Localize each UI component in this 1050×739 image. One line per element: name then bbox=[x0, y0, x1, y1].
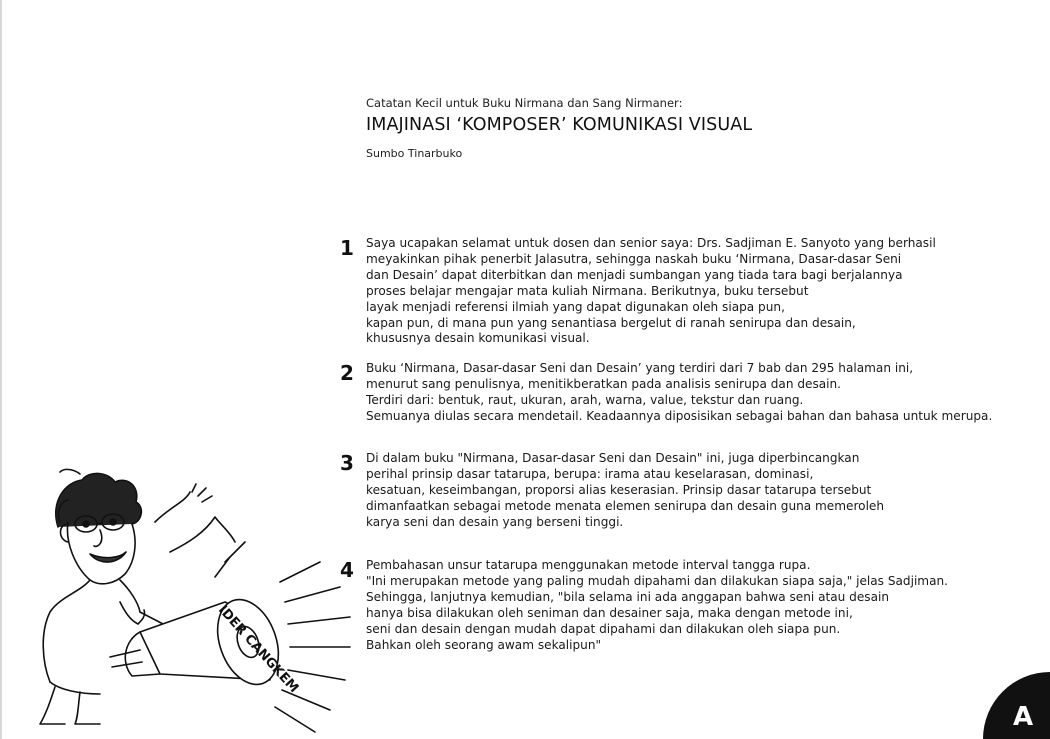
body-line: kapan pun, di mana pun yang senantiasa bergelut di ranah senirupa dan desain, bbox=[366, 315, 856, 330]
section-body bbox=[366, 361, 992, 425]
body-line: kesatuan, keseimbangan, proporsi alias keserasian. Prinsip dasar tatarupa tersebut bbox=[366, 482, 872, 497]
body-line: Terdiri dari: bentuk, raut, ukuran, arah, warna, value, tekstur dan ruang. bbox=[366, 392, 804, 407]
article-title: IMAJINASI ‘KOMPOSER’ KOMUNIKASI VISUAL bbox=[366, 115, 753, 135]
megaphone-text: IDER CANGKEM bbox=[215, 602, 302, 696]
body-line: Saya ucapakan selamat untuk dosen dan senior saya: Drs. Sadjiman E. Sanyoto yang berhasil bbox=[366, 236, 936, 250]
body-line: khususnya desain komunikasi visual. bbox=[366, 331, 590, 346]
body-line: proses belajar mengajar mata kuliah Nirmana. Berikutnya, buku tersebut bbox=[366, 283, 809, 298]
section-body bbox=[366, 236, 936, 347]
section-body bbox=[366, 558, 948, 653]
body-line: "Ini merupakan metode yang paling mudah dipahami dan dilakukan siapa saja," jelas Sadjiman. bbox=[366, 573, 949, 588]
section-4 bbox=[340, 558, 948, 653]
section-number: 1 bbox=[340, 236, 354, 260]
body-line: Sehingga, lanjutnya kemudian, "bila selama ini ada anggapan bahwa seni atau desain bbox=[366, 589, 890, 604]
section-3 bbox=[340, 451, 884, 531]
caricature-illustration bbox=[20, 462, 365, 739]
article-header bbox=[366, 96, 752, 160]
article-subtitle: Catatan Kecil untuk Buku Nirmana dan Sang Nirmaner: bbox=[366, 96, 683, 110]
section-number: 2 bbox=[340, 361, 354, 385]
body-line: karya seni dan desain yang berseni tinggi. bbox=[366, 514, 624, 529]
body-line: perihal prinsip dasar tatarupa, berupa: irama atau keselarasan, dominasi, bbox=[366, 466, 814, 481]
body-line: menurut sang penulisnya, menitikberatkan pada analisis senirupa dan desain. bbox=[366, 376, 842, 391]
article-author: Sumbo Tinarbuko bbox=[366, 147, 463, 160]
section-1 bbox=[340, 236, 936, 347]
body-line: hanya bisa dilakukan oleh seniman dan desainer saja, maka dengan metode ini, bbox=[366, 605, 853, 620]
body-line: layak menjadi referensi ilmiah yang dapat digunakan oleh siapa pun, bbox=[366, 299, 785, 314]
body-line: Di dalam buku "Nirmana, Dasar-dasar Seni dan Desain" ini, juga diperbincangkan bbox=[366, 451, 860, 465]
badge-letter: A bbox=[1012, 702, 1034, 732]
section-number: 4 bbox=[340, 558, 354, 582]
body-line: Pembahasan unsur tatarupa menggunakan metode interval tangga rupa. bbox=[366, 558, 811, 572]
body-line: Bahkan oleh seorang awam sekalipun" bbox=[366, 637, 602, 652]
body-line: dan Desain’ dapat diterbitkan dan menjadi sumbangan yang tiada tara bagi berjalannya bbox=[366, 267, 903, 282]
body-line: dimanfaatkan sebagai metode menata elemen senirupa dan desain guna memeroleh bbox=[366, 498, 885, 513]
section-number: 3 bbox=[340, 451, 354, 475]
section-badge bbox=[983, 672, 1050, 739]
body-line: Semuanya diulas secara mendetail. Keadaannya diposisikan sebagai bahan dan bahasa untuk merupa. bbox=[366, 408, 993, 423]
page-edge-divider bbox=[0, 0, 2, 739]
body-line: meyakinkan pihak penerbit Jalasutra, sehingga naskah buku ‘Nirmana, Dasar-dasar Seni bbox=[366, 251, 902, 266]
body-line: Buku ‘Nirmana, Dasar-dasar Seni dan Desain’ yang terdiri dari 7 bab dan 295 halaman ini, bbox=[366, 361, 914, 375]
section-2 bbox=[340, 361, 992, 425]
body-line: seni dan desain dengan mudah dapat dipahami dan dilakukan oleh siapa pun. bbox=[366, 621, 841, 636]
section-body bbox=[366, 451, 884, 531]
